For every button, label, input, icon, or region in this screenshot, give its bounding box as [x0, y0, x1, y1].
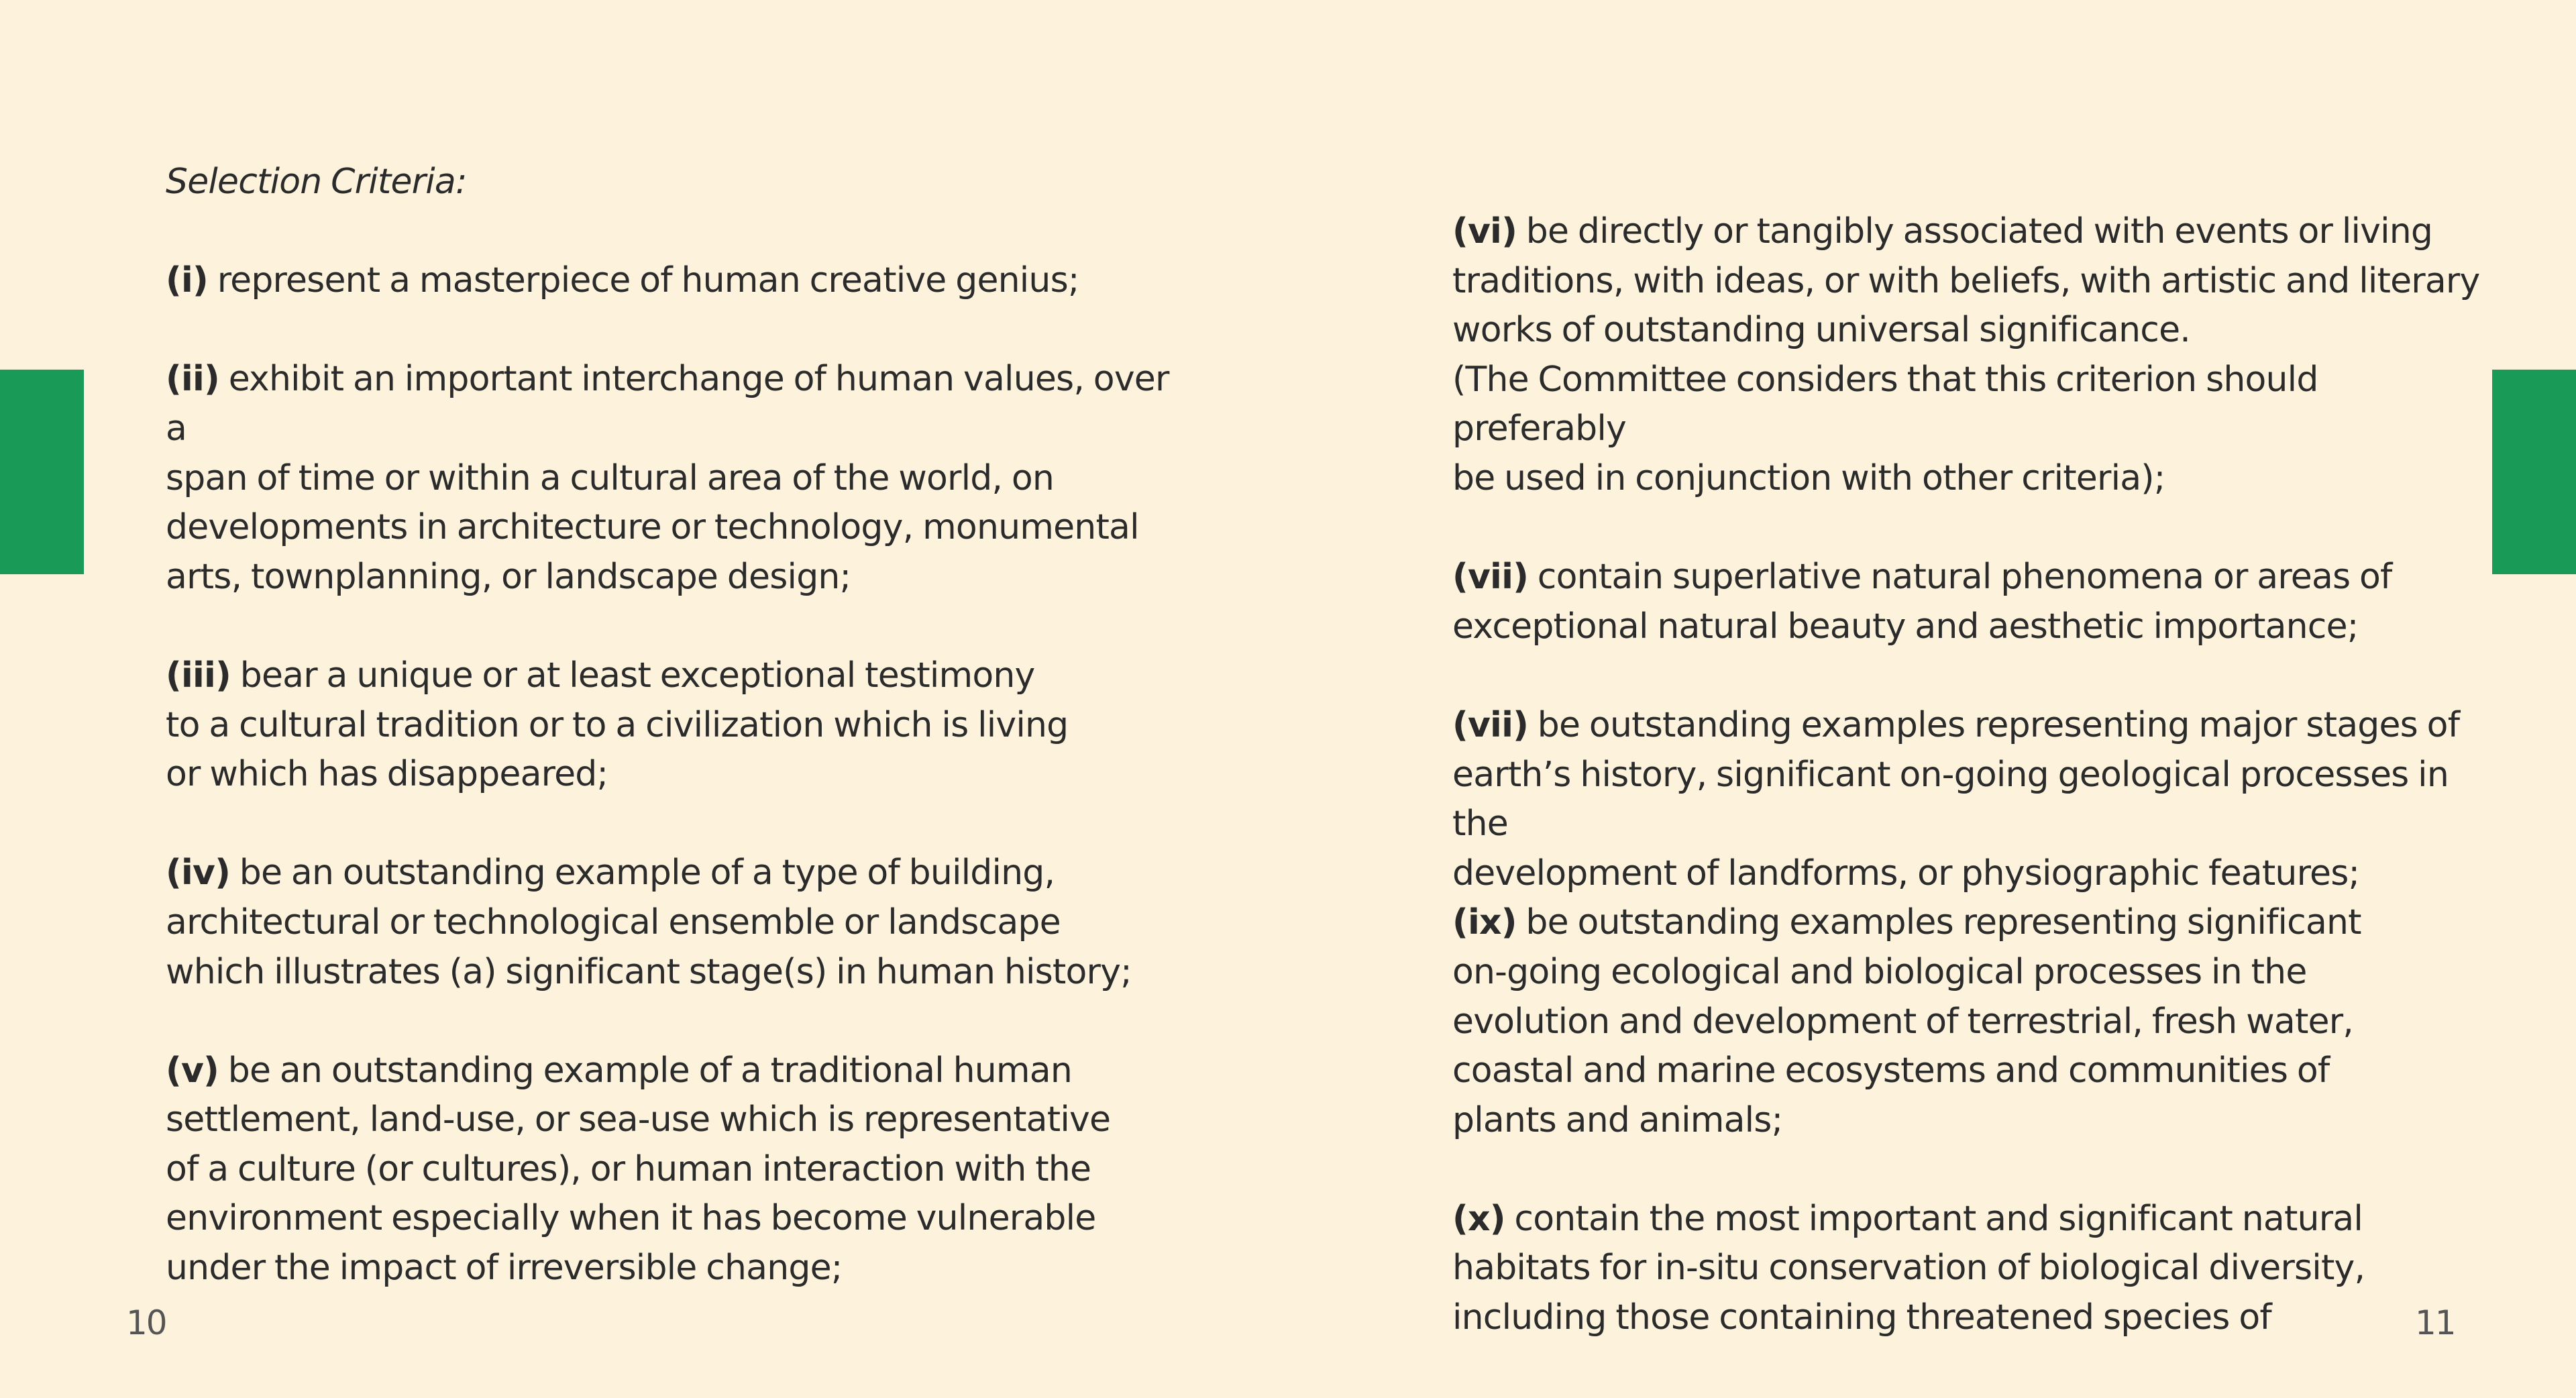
- criterion-iii: [166, 651, 1172, 800]
- green-tab-left: [0, 370, 84, 574]
- criterion-iv: [166, 849, 1172, 997]
- right-page-column: [1452, 207, 2485, 1343]
- criterion-text: bear a unique or at least exceptional testimony to a cultural tradition or to a civilization which is living or which has disappeared;: [166, 655, 1069, 795]
- criterion-text: be an outstanding example of a type of building, architectural or technological ensemble or landscape which illustrates (a) significant stage(s) in human history;: [166, 853, 1132, 992]
- criterion-text: be outstanding examples representing major stages of earth’s history, significant on-going geological processes in the development of landforms, or physiographic features;: [1452, 704, 2460, 894]
- criterion-text: contain the most important and significant natural habitats for in-situ conservation of biological diversity, including those containing threatened species of: [1452, 1198, 2365, 1338]
- criterion-vi: [1452, 207, 2485, 504]
- criterion-ii: [166, 355, 1172, 602]
- green-tab-right: [2492, 370, 2576, 574]
- criterion-text: be directly or tangibly associated with events or living traditions, with ideas, or with beliefs, with artistic and literary works of outstanding universal significance. (The Committee considers that this criterion should preferably be used in conjunction with other criteria);: [1452, 211, 2480, 498]
- page-number-right: 11: [2415, 1303, 2455, 1342]
- criterion-number: (x): [1452, 1198, 1505, 1239]
- criterion-number: (vii): [1452, 557, 1529, 598]
- criterion-number: (ix): [1452, 902, 1517, 943]
- criterion-number: (ii): [166, 359, 219, 400]
- criterion-number: (i): [166, 260, 208, 301]
- criterion-vii: [1452, 553, 2485, 651]
- criterion-text: be an outstanding example of a traditional human settlement, land-use, or sea-use which is representative of a culture (or cultures), or human interaction with the environment especially when it has become vulnerable under the impact of irreversible change;: [166, 1050, 1111, 1289]
- criterion-number: (vi): [1452, 211, 1517, 252]
- selection-criteria-heading: Selection Criteria:: [166, 162, 467, 202]
- criterion-text: exhibit an important interchange of human values, over a span of time or within a cultural area of the world, on developments in architecture or technology, monumental arts, townplanning, or landscape design;: [166, 359, 1169, 597]
- page-number-left: 10: [126, 1303, 166, 1342]
- criterion-ix: [1452, 898, 2485, 1145]
- criterion-text: contain superlative natural phenomena or areas of exceptional natural beauty and aesthetic importance;: [1452, 557, 2392, 647]
- criterion-text: represent a masterpiece of human creative genius;: [207, 260, 1079, 301]
- criterion-number: (v): [166, 1050, 219, 1091]
- criterion-number: (iii): [166, 655, 231, 696]
- criterion-v: [166, 1046, 1172, 1293]
- criterion-x: [1452, 1195, 2485, 1343]
- criterion-text: be outstanding examples representing significant on-going ecological and biological processes in the evolution and development of terrestrial, fresh water, coastal and marine ecosystems and communities of plants and animals;: [1452, 902, 2361, 1140]
- left-page-column: [166, 158, 1172, 1293]
- criterion-number: (iv): [166, 853, 231, 894]
- criterion-viii: [1452, 701, 2485, 898]
- criterion-i: [166, 256, 1172, 306]
- criterion-number: (vii): [1452, 704, 1529, 745]
